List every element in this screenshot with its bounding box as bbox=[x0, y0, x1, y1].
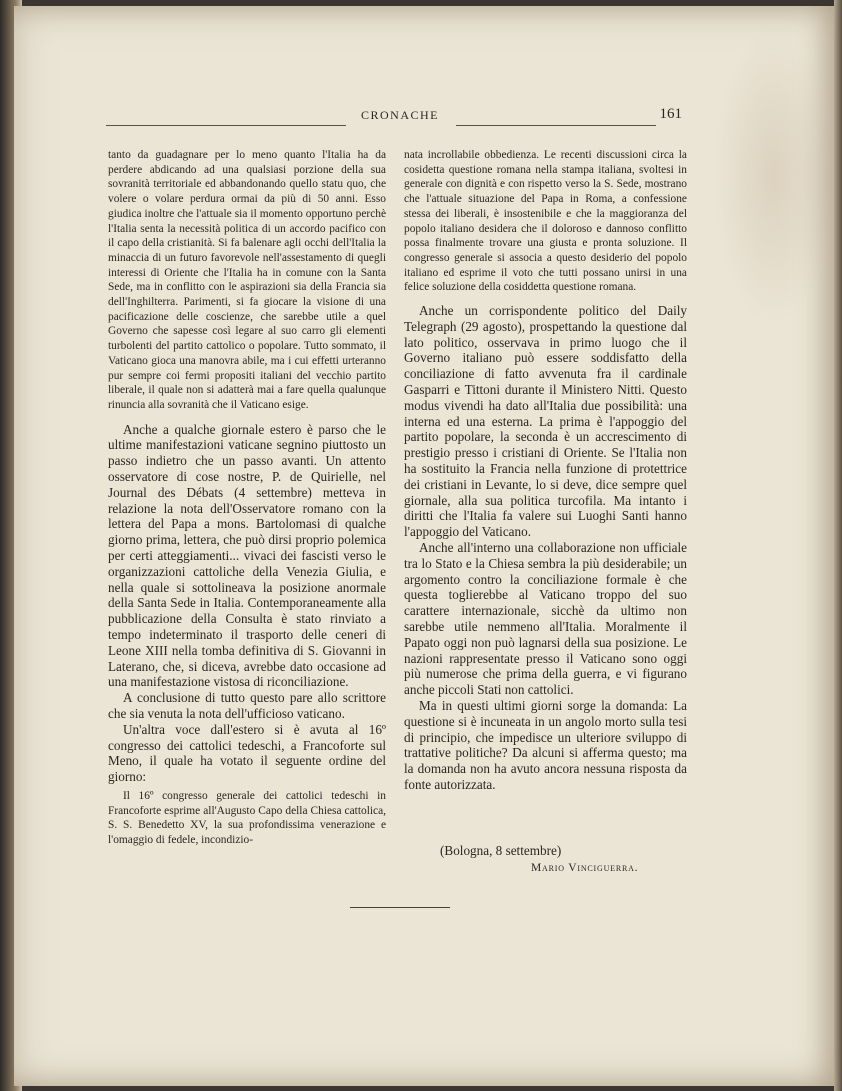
paragraph: Ma in questi ultimi giorni sorge la domanda: La questione si è incuneata in un angolo morto sulla tesi di principio, che impedisce un ulteriore sviluppo di trattative politiche? Da alcuni si afferma questo; ma la domanda non ha avuto ancora nessuna risposta da fonte autorizzata. bbox=[404, 697, 687, 792]
section-title: CRONACHE bbox=[361, 108, 440, 122]
paragraph: A conclusione di tutto questo pare allo scrittore che sia venuta la nota dell'ufficioso vaticano. bbox=[108, 690, 386, 721]
page-number: 161 bbox=[659, 106, 682, 122]
page-edge bbox=[834, 0, 842, 1091]
paragraph: tanto da guadagnare per lo meno quanto l'Italia ha da perdere abdicando ad una qualsiasi porzione della sua sovranità territoriale ed abbandonando quello statu quo, che volere o volare perdura ormai da più di 50 anni. Esso giudica inoltre che l'attuale sia il momento opportuno perchè l'Italia senta la necessità politica di un accordo pacifico con il capo della cristianità. Si fa balenare agli occhi dell'Italia la minaccia di un futuro favorevole nell'assestamento di quegli interessi di Oriente che l'Italia ha in comune con la Santa Sede, ma in conflitto con le aspirazioni sia della Francia sia dell'Inghilterra. Parimenti, si fa giocare la visione di una pacificazione delle coscienze, che sarebbe utile a quel Governo che sapesse così legare al suo carro gli elementi turbolenti del partito cattolico o popolare. Tutto sommato, il Vaticano gioca una manovra abile, ma i cui effetti urteranno pur sempre coi fermi propositi italiani del vecchio partito liberale, il quale non si adatterà mai a fare quella qualunque rinuncia alla sovranità che il Vaticano esige. bbox=[108, 149, 386, 411]
dateline: (Bologna, 8 settembre) bbox=[440, 843, 562, 858]
paragraph: Un'altra voce dall'estero si è avuta al 16º congresso dei cattolici tedeschi, a Francoforte sul Meno, il quale ha votato il seguente ordine del giorno: bbox=[108, 721, 386, 785]
right-column bbox=[404, 148, 687, 793]
author-name: Mario Vinciguerra. bbox=[531, 862, 639, 874]
left-column bbox=[108, 148, 386, 848]
paragraph: Anche a qualche giornale estero è parso che le ultime manifestazioni vaticane segnino piuttosto un passo indietro che un passo avanti. Un attento osservatore di cose nostre, P. de Quirielle, nel Journal des Débats (4 settembre) metteva in relazione la nota dell'Osservatore romano con la lettera del Papa a mons. Bartolomasi di qualche giorno prima, lettera, che può dirsi proprio polemica per certi atteggiamenti... vivaci dei fascisti verso le organizzazioni cattoliche della Venezia Giulia, e nella quale si sottolineava la posizione anormale della Santa Sede in Italia. Contemporaneamente alla pubblicazione della Consulta è stato rinviato a tempo indeterminato il trasporto delle ceneri di Leone XIII nella tomba definitiva di S. Giovanni in Laterano, che, si diceva, avrebbe dato occasione ad una manifestazione vistosa di riconciliazione. bbox=[108, 421, 386, 690]
running-header bbox=[106, 107, 686, 127]
paragraph: Anche un corrispondente politico del Daily Telegraph (29 agosto), prospettando la questione dal lato politico, osservava in primo luogo che il Governo italiano può essere soddisfatto della conciliazione di fatto avvenuta fra il cardinale Gasparri e Tittoni durante il Ministero Nitti. Questo modus vivendi ha dato all'Italia due possibilità: una interna ed una esterna. La prima è l'appoggio del partito popolare, la seconda è un accrescimento di prestigio presso i cristiani di Oriente. Se l'Italia non ha sostituito la Francia nella funzione di protettrice dei cristiani in Levante, lo si deve, dice sempre quel giornale, alla sua politica turcofila. Ma intanto i diritti che l'Italia fa valere sui Luoghi Santi hanno l'appoggio del Vaticano. bbox=[404, 303, 687, 540]
header-rule-left bbox=[106, 125, 346, 126]
quoted-resolution: Il 16º congresso generale dei cattolici tedeschi in Francoforte esprime all'Augusto Capo della Chiesa cattolica, S. S. Benedetto XV, la sua profondissima venerazione e l'omaggio di fedele, incondizio- bbox=[108, 789, 386, 847]
quoted-resolution: nata incrollabile obbedienza. Le recenti discussioni circa la cosidetta questione romana nella stampa italiana, svoltesi in generale con dignità e con rispetto verso la S. Sede, mostrano che l'attuale situazione del Papa in Roma, a confessione stessa dei liberali, è insostenibile e che la maggioranza del popolo italiano desidera che il doloroso e dannoso conflitto possa finalmente trovare una giusta e pronta soluzione. Il congresso generale si associa a questo desiderio del popolo italiano ed esprime il voto che tutti possano unirsi in una felice soluzione della cosiddetta questione romana. bbox=[404, 149, 687, 294]
author-signature bbox=[531, 862, 638, 874]
header-rule-right bbox=[456, 125, 656, 126]
paper-stain bbox=[714, 26, 834, 326]
end-rule bbox=[350, 907, 450, 908]
paragraph: Anche all'interno una collaborazione non ufficiale tra lo Stato e la Chiesa sembra la più desiderabile; un argomento contro la conciliazione formale è che questa toglierebbe al Vaticano troppo del suo carattere internazionale, sicchè da ultimo non sarebbe utile nemmeno all'Italia. Moralmente il Papato oggi non può lagnarsi della sua posizione. Le nazioni rappresentate presso il Vaticano sono oggi più numerose che prima della guerra, e vi figurano anche piccoli Stati non cattolici. bbox=[404, 539, 687, 698]
